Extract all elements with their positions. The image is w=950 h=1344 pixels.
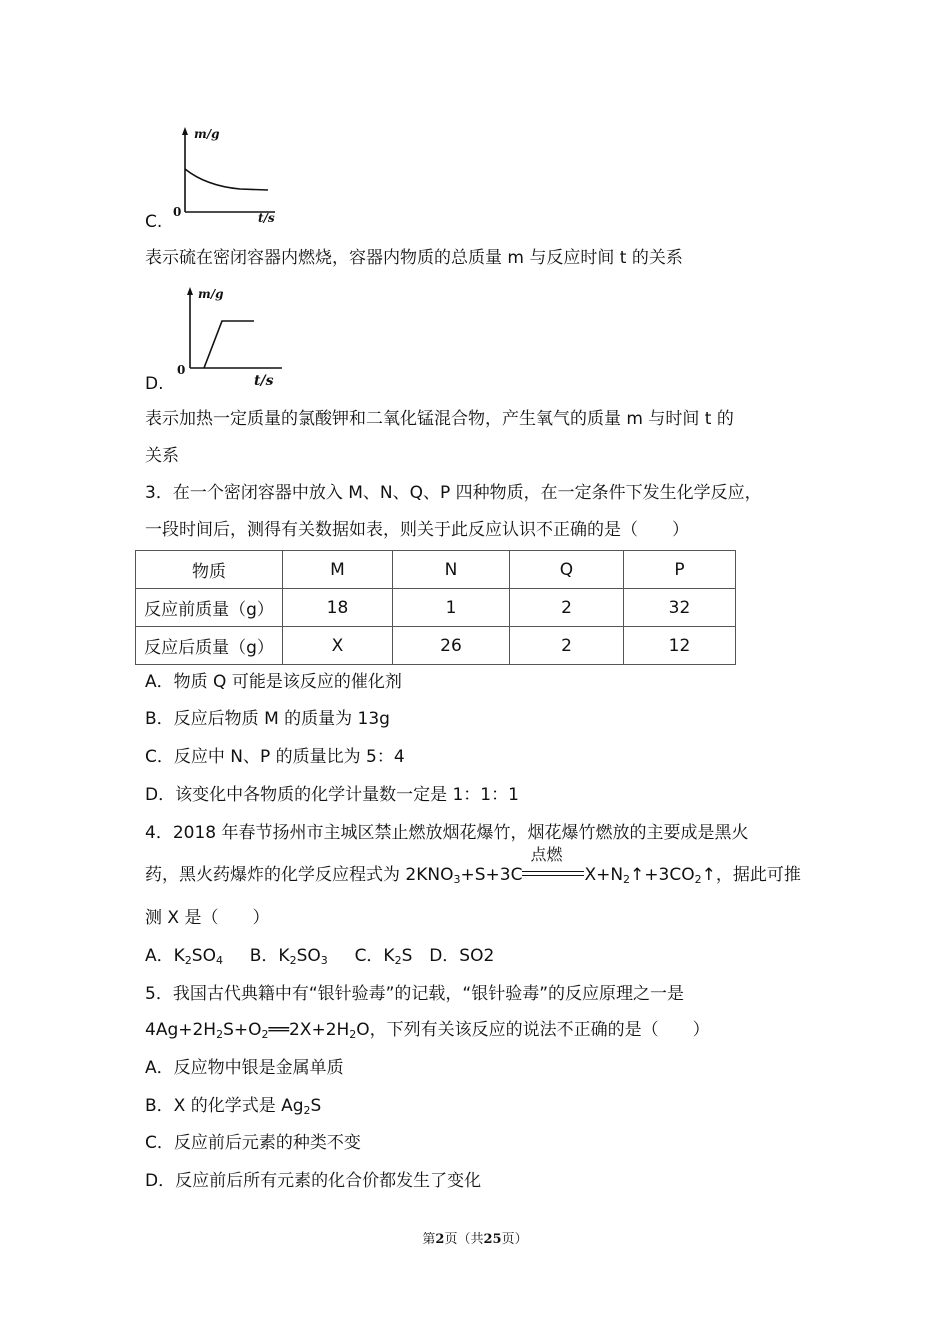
table-cell: Q <box>510 551 624 589</box>
q5-option-c: C．反应前后元素的种类不变 <box>145 1133 361 1153</box>
table-cell: 2 <box>510 589 624 627</box>
q3-option-d: D．该变化中各物质的化学计量数一定是 1：1：1 <box>145 785 519 805</box>
q5-eq-part: O，下列有关该反应的说法不正确的是（ ） <box>356 1020 710 1040</box>
table-cell: 反应前质量（g） <box>136 589 283 627</box>
q5-sub: 2 <box>216 1028 224 1041</box>
table-cell: X <box>283 627 393 665</box>
q4-eq-sub: 2 <box>623 873 631 886</box>
table-cell: 物质 <box>136 551 283 589</box>
q4-sub: 2 <box>289 954 297 967</box>
q4-option-b-text: SO <box>296 946 321 966</box>
table-cell: M <box>283 551 393 589</box>
q4-sub: 3 <box>320 954 328 967</box>
q3-stem-1: 3．在一个密闭容器中放入 M、N、Q、P 四种物质，在一定条件下发生化学反应， <box>145 483 762 503</box>
q3-data-table <box>135 550 736 665</box>
graph-d-y-arrow <box>187 287 193 295</box>
q4-eq-sub: 2 <box>694 873 702 886</box>
q4-equation-line <box>145 845 801 886</box>
table-cell: 32 <box>624 589 736 627</box>
q4-sub: 2 <box>394 954 402 967</box>
q4-reaction-condition: 点燃 <box>530 845 563 864</box>
q5-sub: 2 <box>303 1104 311 1117</box>
q4-options <box>145 948 494 965</box>
q4-reaction-arrow <box>522 845 584 880</box>
option-d-description-1: 表示加热一定质量的氯酸钾和二氧化锰混合物，产生氧气的质量 m 与时间 t 的 <box>145 409 734 429</box>
q5-sub: 2 <box>261 1028 269 1041</box>
q3-stem-2: 一段时间后，测得有关数据如表，则关于此反应认识不正确的是（ ） <box>145 520 689 540</box>
graph-c <box>170 125 290 225</box>
q4-sub: 2 <box>184 954 192 967</box>
q5-option-b-text: S <box>310 1096 322 1116</box>
q4-eq-sub: 3 <box>453 873 461 886</box>
q4-option-a <box>145 946 223 966</box>
q3-option-c: C．反应中 N、P 的质量比为 5：4 <box>145 747 405 767</box>
table-cell: 26 <box>393 627 510 665</box>
graph-c-y-arrow <box>182 127 188 135</box>
option-c-description: 表示硫在密闭容器内燃烧，容器内物质的总质量 m 与反应时间 t 的关系 <box>145 248 683 268</box>
q4-option-b-text: B．K <box>249 946 290 966</box>
q3-option-b: B．反应后物质 M 的质量为 13g <box>145 709 390 729</box>
q5-eq-part: ══2X+2H <box>268 1020 350 1040</box>
footer-text: 页（共 <box>444 1232 484 1247</box>
table-row <box>136 589 736 627</box>
q5-stem-1: 5．我国古代典籍中有“银针验毒”的记载，“银针验毒”的反应原理之一是 <box>145 984 685 1004</box>
q4-arrow-line <box>522 871 584 872</box>
graph-d-y-label: m/g <box>198 287 224 301</box>
option-d-description-2: 关系 <box>145 446 179 466</box>
table-cell: 12 <box>624 627 736 665</box>
graph-c-svg <box>170 125 290 225</box>
q4-eq-prefix: 药，黑火药爆炸的化学反应程式为 2KNO <box>145 865 454 885</box>
q5-option-d: D．反应前后所有元素的化合价都发生了变化 <box>145 1171 482 1191</box>
graph-d-x-label: t/s <box>254 373 274 389</box>
footer-total-pages: 25 <box>483 1232 502 1247</box>
q5-option-b <box>145 1098 321 1115</box>
q4-option-a-text: A．K <box>145 946 185 966</box>
graph-d-origin: 0 <box>177 363 186 377</box>
q4-eq-after: X+N <box>584 865 624 885</box>
graph-c-x-label: t/s <box>258 211 275 225</box>
q4-option-a-text: SO <box>191 946 216 966</box>
table-header-row <box>136 551 736 589</box>
q4-arrow-line <box>522 875 584 876</box>
q4-option-c-text: C．K <box>354 946 395 966</box>
table-row <box>136 627 736 665</box>
q4-sub: 4 <box>215 954 223 967</box>
graph-d-line <box>204 321 254 368</box>
q4-option-d: D．SO2 <box>429 946 495 966</box>
q5-equation-line <box>145 1022 710 1039</box>
table-cell: 2 <box>510 627 624 665</box>
footer-text: 页） <box>501 1232 528 1247</box>
q5-option-b-text: B．X 的化学式是 Ag <box>145 1096 304 1116</box>
graph-c-curve <box>185 169 268 190</box>
graph-d-svg <box>172 285 292 385</box>
footer-text: 第 <box>422 1232 436 1247</box>
q4-stem-1: 4．2018 年春节扬州市主城区禁止燃放烟花爆竹，烟花爆竹燃放的主要成是黑火 <box>145 823 749 843</box>
q5-option-a: A．反应物中银是金属单质 <box>145 1058 344 1078</box>
q3-option-a: A．物质 Q 可能是该反应的催化剂 <box>145 672 402 692</box>
q5-eq-part: 4Ag+2H <box>145 1020 217 1040</box>
table-cell: 反应后质量（g） <box>136 627 283 665</box>
q4-option-c <box>355 946 413 966</box>
q4-option-b <box>250 946 328 966</box>
option-d-label: D. <box>145 374 164 394</box>
q5-sub: 2 <box>349 1028 357 1041</box>
option-c-label: C. <box>145 212 163 232</box>
graph-c-origin: 0 <box>173 205 182 219</box>
q4-eq-up: ↑+3CO <box>630 865 695 885</box>
table-cell: P <box>624 551 736 589</box>
graph-d <box>172 285 292 389</box>
table-cell: N <box>393 551 510 589</box>
table-cell: 1 <box>393 589 510 627</box>
page-footer <box>0 1228 950 1247</box>
q4-option-c-text: S <box>401 946 413 966</box>
graph-c-y-label: m/g <box>194 127 220 141</box>
q5-eq-part: S+O <box>223 1020 262 1040</box>
q4-eq-mid: +S+3C <box>460 865 523 885</box>
q4-stem-3: 测 X 是（ ） <box>145 908 270 928</box>
table-cell: 18 <box>283 589 393 627</box>
q4-eq-tail: ↑，据此可推 <box>701 865 801 885</box>
footer-page-number: 2 <box>435 1232 445 1247</box>
